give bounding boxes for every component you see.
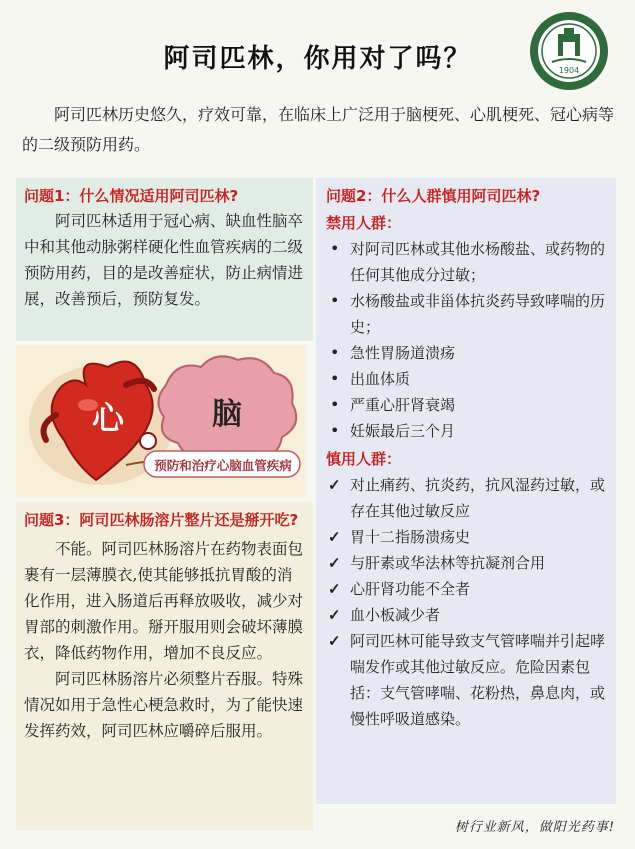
list-item: ✓ 心肝肾功能不全者 bbox=[326, 576, 608, 602]
question-1-body: 阿司匹林适用于冠心病、缺血性脑卒中和其他动脉粥样硬化性血管疾病的二级预防用药，目的是改善症状，防止病情进展，改善预后，预防复发。 bbox=[24, 212, 304, 308]
brain-label: 脑 bbox=[212, 397, 242, 432]
question-1-panel bbox=[16, 178, 313, 341]
list-item: • 严重心肝肾衰竭 bbox=[326, 392, 608, 418]
heart-label: 心 bbox=[92, 399, 125, 437]
question-3-paragraph-1: 不能。阿司匹林肠溶片在药物表面包裹有一层薄膜衣,使其能够抵抗胃酸的消化作用，进入肠道后再释放吸收，减少对胃部的刺激作用。掰开服用则会破坏薄膜衣，降低药物作用，增加不良反应。 bbox=[24, 540, 304, 662]
caution-list bbox=[326, 472, 608, 732]
list-item: ✓ 阿司匹林可能导致支气管哮喘并引起哮喘发作或其他过敏反应。危险因素包括：支气管哮喘、花粉热，鼻息肉，或慢性呼吸道感染。 bbox=[326, 628, 608, 732]
page-title: 阿司匹林，你用对了吗？ bbox=[163, 44, 472, 74]
list-item: ✓ 与肝素或华法林等抗凝剂合用 bbox=[326, 550, 608, 576]
illustration-caption: 预防和治疗心脑血管疾病 bbox=[154, 458, 292, 473]
list-item: • 妊娠最后三个月 bbox=[326, 418, 608, 444]
list-item: ✓ 胃十二指肠溃疡史 bbox=[326, 524, 608, 550]
question-3-title: 问题3：阿司匹林肠溶片整片还是掰开吃? bbox=[24, 511, 299, 529]
question-2-title: 问题2：什么人群慎用阿司匹林? bbox=[326, 187, 541, 205]
logo-year: 1904 bbox=[558, 66, 580, 75]
list-item: • 对阿司匹林或其他水杨酸盐、或药物的任何其他成分过敏； bbox=[326, 236, 608, 288]
contraindicated-list bbox=[326, 236, 608, 444]
intro-paragraph: 阿司匹林历史悠久，疗效可靠，在临床上广泛用于脑梗死、心肌梗死、冠心病等的二级预防用药。 bbox=[22, 105, 615, 154]
contraindicated-heading: 禁用人群： bbox=[326, 214, 402, 232]
heart-brain-illustration bbox=[16, 345, 306, 497]
list-item: ✓ 对止痛药、抗炎药，抗风湿药过敏，或存在其他过敏反应 bbox=[326, 472, 608, 524]
list-item: • 急性胃肠道溃疡 bbox=[326, 340, 608, 366]
question-3-paragraph-2: 阿司匹林肠溶片必须整片吞服。特殊情况如用于急性心梗急救时，为了能快速发挥药效，阿司匹林应嚼碎后服用。 bbox=[24, 670, 304, 740]
list-item: • 水杨酸盐或非甾体抗炎药导致哮喘的历史； bbox=[326, 288, 608, 340]
caution-heading: 慎用人群： bbox=[326, 450, 402, 468]
list-item: ✓ 血小板减少者 bbox=[326, 602, 608, 628]
question-3-panel bbox=[16, 502, 313, 830]
footer-slogan: 树行业新风，做阳光药事! bbox=[454, 820, 615, 835]
question-2-panel bbox=[316, 178, 616, 804]
question-1-title: 问题1：什么情况适用阿司匹林? bbox=[24, 187, 239, 205]
list-item: • 出血体质 bbox=[326, 366, 608, 392]
